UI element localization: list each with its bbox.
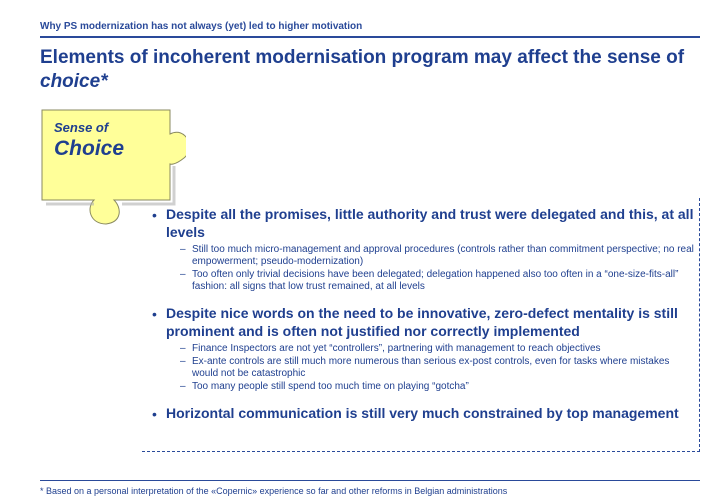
slide-title-line1: Elements of incoherent modernisation program may affect the sense of bbox=[40, 47, 685, 68]
sub-item-text: Still too much micro-management and approval procedures (controls rather than commitment perspective; no real empowerment; pseudo-modernization) bbox=[192, 244, 694, 267]
sub-item bbox=[180, 343, 697, 355]
sub-item-text: Too many people still spend too much time on playing “gotcha” bbox=[192, 381, 469, 392]
bullet-list bbox=[152, 206, 697, 435]
sub-item-text: Finance Inspectors are not yet “controllers”, partnering with management to reach objectives bbox=[192, 343, 601, 354]
bullet-item bbox=[152, 206, 697, 293]
bullet-dot-icon: • bbox=[152, 306, 157, 322]
sub-item bbox=[180, 356, 697, 380]
sub-item-text: Ex-ante controls are still much more numerous than serious ex-post controls, even for tasks where mistakes would not be catastrophic bbox=[192, 356, 670, 379]
bullet-text: Despite all the promises, little authority and trust were delegated and this, at all levels bbox=[166, 206, 694, 240]
dash-icon: – bbox=[180, 269, 186, 280]
sub-item-text: Too often only trivial decisions have been delegated; delegation happened also too often in a “one-size-fits-all” fashion: all signs that low trust remained, at all levels bbox=[192, 269, 679, 292]
sub-item bbox=[180, 381, 697, 393]
puzzle-label-sense-of: Sense of bbox=[54, 120, 109, 135]
bullet-text: Despite nice words on the need to be innovative, zero-defect mentality is still prominent and is often not justified nor correctly implemented bbox=[166, 305, 678, 339]
slide-title-line2: choice* bbox=[40, 71, 108, 92]
header-divider bbox=[40, 36, 700, 38]
dash-icon: – bbox=[180, 381, 186, 392]
header-caption: Why PS modernization has not always (yet) led to higher motivation bbox=[40, 21, 363, 32]
dash-icon: – bbox=[180, 244, 186, 255]
bullet-item bbox=[152, 405, 697, 423]
sub-list bbox=[180, 343, 697, 393]
bullet-item bbox=[152, 305, 697, 393]
sub-item bbox=[180, 244, 697, 268]
sub-list bbox=[180, 244, 697, 293]
footnote-divider bbox=[40, 480, 700, 481]
footnote: * Based on a personal interpretation of the «Copernic» experience so far and other reforms in Belgian administrations bbox=[40, 486, 508, 496]
bullet-dot-icon: • bbox=[152, 207, 157, 223]
bullet-dot-icon: • bbox=[152, 406, 157, 422]
puzzle-label-choice: Choice bbox=[54, 137, 125, 160]
dash-icon: – bbox=[180, 343, 186, 354]
sub-item bbox=[180, 269, 697, 293]
slide-title bbox=[40, 46, 700, 94]
bullet-text: Horizontal communication is still very much constrained by top management bbox=[166, 405, 679, 421]
dash-icon: – bbox=[180, 356, 186, 367]
